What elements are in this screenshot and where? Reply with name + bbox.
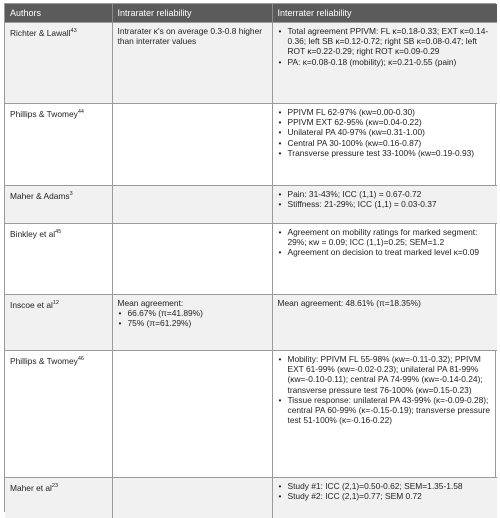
author-name: Phillips & Twomey bbox=[10, 355, 78, 366]
table-row bbox=[5, 295, 497, 351]
intra-cell bbox=[112, 478, 272, 518]
author-cell bbox=[5, 478, 112, 518]
list-item: • Mobility: PPIVM FL 55-98% (κw=-0.11-0.32); PPIVM EXT 61-99% (κw=-0.02-0.23); unilateral PA 81-99% (κw=-0.10-0.11); central PA 74-99% (κw=-0.14-0.24); transverse pressure test 76-100% (κw=0.15-0.23) bbox=[288, 354, 493, 395]
reference-number: 12 bbox=[52, 300, 59, 306]
author-name: Maher et al bbox=[10, 482, 52, 493]
list-item: • Tissue response: unilateral PA 43-99% (κ=-0.09-0.28); central PA 60-99% (κ=-0.15-0.19); transverse pressure test 51-100% (κ=-0.16-0.22) bbox=[288, 395, 493, 426]
author-name: Binkley et al bbox=[10, 228, 56, 239]
list-item: • PPIVM EXT 62-95% (κw=0.04-0.22) bbox=[288, 117, 493, 127]
inter-list bbox=[278, 107, 493, 158]
author-name: Phillips & Twomey bbox=[10, 108, 78, 119]
list-item: • Study #2: ICC (2,1)=0.77; SEM 0.72 bbox=[288, 491, 493, 501]
inter-cell bbox=[272, 104, 497, 186]
list-item: • Agreement on decision to treat marked level κ=0.09 bbox=[288, 247, 493, 257]
intra-list bbox=[118, 308, 267, 328]
table-row bbox=[5, 351, 497, 478]
list-item: • PPIVM FL 62-97% (κw=0.00-0.30) bbox=[288, 107, 493, 117]
header-interrater: Interrater reliability bbox=[272, 4, 497, 23]
author-cell bbox=[5, 104, 112, 186]
inter-cell bbox=[272, 23, 497, 104]
list-item: • Study #1: ICC (2,1)=0.50-0.62; SEM=1.35-1.58 bbox=[288, 481, 493, 491]
list-item: • Pain: 31-43%; ICC (1,1) = 0.67-0.72 bbox=[288, 189, 493, 199]
reference-number: 44 bbox=[77, 109, 84, 115]
table-body bbox=[5, 23, 497, 518]
reference-number: 43 bbox=[70, 28, 77, 34]
author-cell bbox=[5, 186, 112, 224]
intra-cell bbox=[112, 104, 272, 186]
intra-text: Mean agreement: bbox=[117, 298, 184, 308]
intra-cell bbox=[112, 186, 272, 224]
author-name: Richter & Lawall bbox=[10, 27, 71, 38]
author-cell bbox=[5, 351, 112, 478]
inter-cell bbox=[272, 186, 497, 224]
intra-text: Intrarater κ's on average 0.3-0.8 higher than interrater values bbox=[117, 26, 263, 47]
reference-number: 45 bbox=[55, 229, 62, 235]
table-row bbox=[5, 224, 497, 295]
table-row bbox=[5, 23, 497, 104]
header-intrarater: Intrarater reliability bbox=[112, 4, 272, 23]
inter-text: Mean agreement: 48.61% (π=18.35%) bbox=[277, 298, 421, 308]
header-row bbox=[5, 4, 497, 23]
intra-cell bbox=[112, 23, 272, 104]
list-item: • Unilateral PA 40-97% (κw=0.31-1.00) bbox=[288, 127, 493, 137]
list-item: • Stiffness: 21-29%; ICC (1,1) = 0.03-0.37 bbox=[288, 199, 493, 209]
table-row bbox=[5, 104, 497, 186]
author-cell bbox=[5, 224, 112, 295]
inter-cell bbox=[272, 224, 497, 295]
author-cell bbox=[5, 295, 112, 351]
list-item: • 75% (π=61.29%) bbox=[128, 318, 267, 328]
list-item: • Transverse pressure test 33-100% (κw=0.19-0.93) bbox=[288, 148, 493, 158]
intra-cell bbox=[112, 295, 272, 351]
reliability-table bbox=[5, 4, 497, 518]
inter-cell bbox=[272, 351, 497, 478]
table-row bbox=[5, 186, 497, 224]
inter-list bbox=[278, 354, 493, 425]
header-authors: Authors bbox=[5, 4, 112, 23]
table-row bbox=[5, 478, 497, 518]
list-item: • Total agreement PPIVM: FL κ=0.18-0.33; EXT κ=0.14-0.36; left SB κ=0.12-0.72; right SB κ=0.08-0.47; left ROT κ=0.22-0.29; right ROT κ=0.09-0.29 bbox=[288, 26, 493, 57]
inter-list bbox=[278, 227, 493, 258]
reference-number: 46 bbox=[77, 356, 84, 362]
list-item: • Agreement on mobility ratings for marked segment: 29%; κw = 0.09; ICC (1,1)=0.25; SEM=1.2 bbox=[288, 227, 493, 247]
reference-number: 23 bbox=[51, 483, 59, 489]
reliability-table-frame bbox=[4, 3, 496, 512]
list-item: • Central PA 30-100% (κw=0.16-0.87) bbox=[288, 138, 493, 148]
author-name: Inscoe et al bbox=[10, 299, 53, 310]
intra-cell bbox=[112, 351, 272, 478]
reference-number: 3 bbox=[69, 191, 73, 197]
intra-cell bbox=[112, 224, 272, 295]
inter-list bbox=[278, 481, 493, 501]
inter-list bbox=[278, 26, 493, 67]
list-item: • PA: κ=0.08-0.18 (mobility); κ=0.21-0.55 (pain) bbox=[288, 57, 493, 67]
inter-cell bbox=[272, 295, 497, 351]
author-cell bbox=[5, 23, 112, 104]
author-name: Maher & Adams bbox=[10, 190, 70, 201]
list-item: • 66.67% (π=41.89%) bbox=[128, 308, 267, 318]
inter-list bbox=[278, 189, 493, 209]
inter-cell bbox=[272, 478, 497, 518]
